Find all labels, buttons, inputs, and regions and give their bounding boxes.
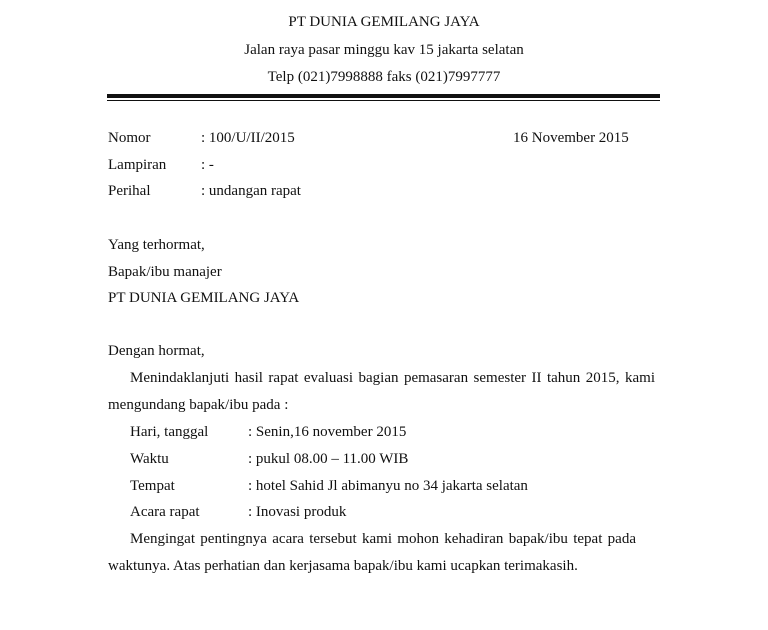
letterhead-divider-thick (107, 94, 660, 98)
recipient-greeting: Yang terhormat, (108, 237, 205, 253)
detail-label: Acara rapat (130, 504, 200, 520)
paragraph-2-line-1: Mengingat pentingnya acara tersebut kami mohon kehadiran bapak/ibu tepat pada (130, 531, 636, 547)
letter-date: 16 November 2015 (513, 130, 629, 146)
company-contact: Telp (021)7998888 faks (021)7997777 (267, 69, 501, 85)
detail-value: : Inovasi produk (248, 504, 347, 520)
nomor-value: : 100/U/II/2015 (201, 130, 295, 146)
letterhead-divider-thin (107, 100, 660, 101)
detail-value: : Senin,16 november 2015 (248, 424, 407, 440)
detail-value: : hotel Sahid Jl abimanyu no 34 jakarta selatan (248, 478, 528, 494)
lampiran-label: Lampiran (108, 157, 167, 173)
company-name: PT DUNIA GEMILANG JAYA (288, 14, 480, 30)
company-address: Jalan raya pasar minggu kav 15 jakarta selatan (244, 42, 524, 58)
detail-label: Waktu (130, 451, 169, 467)
detail-value: : pukul 08.00 – 11.00 WIB (248, 451, 409, 467)
nomor-label: Nomor (108, 130, 151, 146)
lampiran-value: : - (201, 157, 214, 173)
detail-label: Tempat (130, 478, 175, 494)
paragraph-1-line-2: mengundang bapak/ibu pada : (108, 397, 289, 413)
recipient-title: Bapak/ibu manajer (108, 264, 222, 280)
perihal-value: : undangan rapat (201, 183, 301, 199)
detail-label: Hari, tanggal (130, 424, 209, 440)
paragraph-2-line-2: waktunya. Atas perhatian dan kerjasama bapak/ibu kami ucapkan terimakasih. (108, 558, 578, 574)
salutation: Dengan hormat, (108, 343, 205, 359)
perihal-label: Perihal (108, 183, 151, 199)
paragraph-1-line-1: Menindaklanjuti hasil rapat evaluasi bagian pemasaran semester II tahun 2015, kami (130, 370, 655, 386)
recipient-company: PT DUNIA GEMILANG JAYA (108, 290, 300, 306)
